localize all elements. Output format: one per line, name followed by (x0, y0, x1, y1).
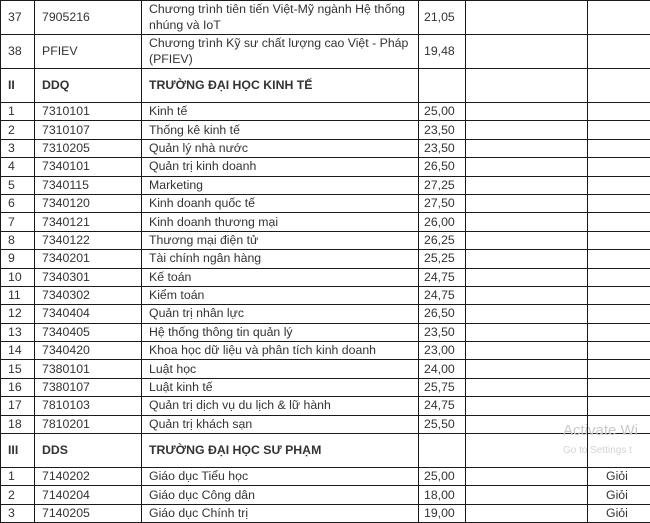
admission-score: 27,25 (419, 176, 466, 194)
row-number: 13 (1, 323, 35, 341)
empty-cell (466, 121, 588, 139)
row-number: 2 (1, 121, 35, 139)
admission-score: 25,25 (419, 250, 466, 268)
empty-cell (466, 158, 588, 176)
empty-cell (588, 69, 650, 103)
table-row (1, 468, 650, 486)
table-row (1, 342, 650, 360)
table-row (1, 139, 650, 157)
empty-cell (419, 69, 466, 103)
admission-score: 23,00 (419, 342, 466, 360)
row-number: 38 (1, 35, 35, 69)
major-name: Quản trị nhân lực (142, 305, 419, 323)
admission-score: 26,50 (419, 305, 466, 323)
academic-requirement (588, 158, 650, 176)
admission-score: 24,00 (419, 360, 466, 378)
academic-requirement (588, 35, 650, 69)
table-row (1, 268, 650, 286)
major-code: 7810103 (35, 397, 142, 415)
major-code: 7340122 (35, 231, 142, 249)
row-number: 2 (1, 486, 35, 504)
empty-cell (466, 342, 588, 360)
section-code: DDQ (35, 69, 142, 103)
empty-cell (466, 468, 588, 486)
empty-cell (466, 323, 588, 341)
major-code: 7380107 (35, 378, 142, 396)
empty-cell (466, 305, 588, 323)
academic-requirement: Giỏi (588, 486, 650, 504)
table-row (1, 250, 650, 268)
academic-requirement (588, 378, 650, 396)
major-code: 7310107 (35, 121, 142, 139)
major-code: 7310205 (35, 139, 142, 157)
empty-cell (466, 1, 588, 35)
table-body (1, 1, 650, 523)
section-number: III (1, 434, 35, 468)
major-name: Quản lý nhà nước (142, 139, 419, 157)
admission-score: 23,50 (419, 323, 466, 341)
admission-score: 25,75 (419, 378, 466, 396)
row-number: 1 (1, 103, 35, 121)
table-row (1, 176, 650, 194)
row-number: 5 (1, 176, 35, 194)
admission-score: 26,00 (419, 213, 466, 231)
major-code: 7340201 (35, 250, 142, 268)
major-code: 7340301 (35, 268, 142, 286)
major-name: Tài chính ngân hàng (142, 250, 419, 268)
major-name: Quản trị khách sạn (142, 415, 419, 433)
row-number: 3 (1, 504, 35, 522)
table-row (1, 213, 650, 231)
major-name: Hệ thống thông tin quản lý (142, 323, 419, 341)
major-name: Chương trình Kỹ sư chất lượng cao Việt - Pháp (PFIEV) (142, 35, 419, 69)
row-number: 9 (1, 250, 35, 268)
empty-cell (466, 378, 588, 396)
table-row (1, 378, 650, 396)
admission-score: 24,75 (419, 397, 466, 415)
empty-cell (466, 504, 588, 522)
row-number: 14 (1, 342, 35, 360)
major-code: 7340405 (35, 323, 142, 341)
major-code: 7810201 (35, 415, 142, 433)
major-name: Quản trị dịch vụ du lịch & lữ hành (142, 397, 419, 415)
row-number: 15 (1, 360, 35, 378)
academic-requirement (588, 176, 650, 194)
empty-cell (466, 397, 588, 415)
table-row (1, 103, 650, 121)
admission-score: 23,50 (419, 121, 466, 139)
admission-score: 19,00 (419, 504, 466, 522)
academic-requirement (588, 305, 650, 323)
academic-requirement (588, 286, 650, 304)
table-row (1, 194, 650, 212)
row-number: 18 (1, 415, 35, 433)
table-row (1, 35, 650, 69)
row-number: 12 (1, 305, 35, 323)
table-row (1, 231, 650, 249)
academic-requirement (588, 194, 650, 212)
row-number: 10 (1, 268, 35, 286)
major-code: 7340115 (35, 176, 142, 194)
major-name: Kế toán (142, 268, 419, 286)
empty-cell (466, 35, 588, 69)
row-number: 11 (1, 286, 35, 304)
major-name: Kinh tế (142, 103, 419, 121)
major-code: PFIEV (35, 35, 142, 69)
table-row (1, 1, 650, 35)
academic-requirement (588, 250, 650, 268)
admission-score: 23,50 (419, 139, 466, 157)
academic-requirement (588, 268, 650, 286)
row-number: 8 (1, 231, 35, 249)
admission-score: 26,25 (419, 231, 466, 249)
major-code: 7340121 (35, 213, 142, 231)
academic-requirement (588, 213, 650, 231)
empty-cell (466, 415, 588, 433)
table-row (1, 486, 650, 504)
major-name: Kinh doanh quốc tế (142, 194, 419, 212)
empty-cell (466, 194, 588, 212)
major-name: Chương trình tiên tiến Việt-Mỹ ngành Hệ thống nhúng và IoT (142, 1, 419, 35)
empty-cell (466, 268, 588, 286)
academic-requirement (588, 360, 650, 378)
major-name: Luật học (142, 360, 419, 378)
row-number: 17 (1, 397, 35, 415)
table-row (1, 286, 650, 304)
admission-score: 24,75 (419, 286, 466, 304)
table-row (1, 121, 650, 139)
row-number: 3 (1, 139, 35, 157)
table-row (1, 323, 650, 341)
major-code: 7340302 (35, 286, 142, 304)
row-number: 16 (1, 378, 35, 396)
major-name: Thương mại điện tử (142, 231, 419, 249)
academic-requirement (588, 231, 650, 249)
major-code: 7340404 (35, 305, 142, 323)
empty-cell (466, 286, 588, 304)
academic-requirement: Giỏi (588, 504, 650, 522)
admission-score: 18,00 (419, 486, 466, 504)
row-number: 6 (1, 194, 35, 212)
section-title: TRƯỜNG ĐẠI HỌC SƯ PHẠM (142, 434, 419, 468)
empty-cell (466, 139, 588, 157)
section-number: II (1, 69, 35, 103)
admission-score: 25,00 (419, 103, 466, 121)
admission-score: 26,50 (419, 158, 466, 176)
academic-requirement (588, 139, 650, 157)
row-number: 37 (1, 1, 35, 35)
major-name: Giáo dục Công dân (142, 486, 419, 504)
admission-score: 24,75 (419, 268, 466, 286)
row-number: 7 (1, 213, 35, 231)
major-name: Luật kinh tế (142, 378, 419, 396)
major-code: 7380101 (35, 360, 142, 378)
admission-score: 19,48 (419, 35, 466, 69)
windows-activation-hint: Go to Settings t (563, 445, 632, 456)
empty-cell (466, 486, 588, 504)
major-code: 7140205 (35, 504, 142, 522)
major-name: Giáo dục Chính trị (142, 504, 419, 522)
major-code: 7140204 (35, 486, 142, 504)
admission-score: 25,00 (419, 468, 466, 486)
empty-cell (419, 434, 466, 468)
section-title: TRƯỜNG ĐẠI HỌC KINH TẾ (142, 69, 419, 103)
row-number: 1 (1, 468, 35, 486)
admission-score: 21,05 (419, 1, 466, 35)
empty-cell (466, 360, 588, 378)
major-name: Giáo dục Tiểu học (142, 468, 419, 486)
major-code: 7340420 (35, 342, 142, 360)
table-row (1, 158, 650, 176)
empty-cell (466, 69, 588, 103)
academic-requirement (588, 103, 650, 121)
empty-cell (466, 176, 588, 194)
academic-requirement (588, 415, 650, 433)
admission-score: 27,50 (419, 194, 466, 212)
major-code: 7140202 (35, 468, 142, 486)
row-number: 4 (1, 158, 35, 176)
empty-cell (466, 103, 588, 121)
major-name: Marketing (142, 176, 419, 194)
major-code: 7340101 (35, 158, 142, 176)
major-code: 7310101 (35, 103, 142, 121)
academic-requirement (588, 397, 650, 415)
academic-requirement (588, 323, 650, 341)
major-name: Khoa học dữ liệu và phân tích kinh doanh (142, 342, 419, 360)
empty-cell (466, 250, 588, 268)
major-name: Quản trị kinh doanh (142, 158, 419, 176)
table-row (1, 415, 650, 433)
section-row (1, 69, 650, 103)
academic-requirement (588, 121, 650, 139)
admission-score: 25,50 (419, 415, 466, 433)
section-row (1, 434, 650, 468)
major-name: Kiểm toán (142, 286, 419, 304)
major-name: Thống kê kinh tế (142, 121, 419, 139)
table-row (1, 397, 650, 415)
academic-requirement (588, 1, 650, 35)
major-name: Kinh doanh thương mại (142, 213, 419, 231)
section-code: DDS (35, 434, 142, 468)
empty-cell (466, 213, 588, 231)
table-row (1, 305, 650, 323)
table-row (1, 360, 650, 378)
table-row (1, 504, 650, 522)
empty-cell (466, 231, 588, 249)
major-code: 7340120 (35, 194, 142, 212)
empty-cell (466, 434, 588, 468)
empty-cell (588, 434, 650, 468)
windows-activation-watermark: Activate Wi (563, 422, 638, 439)
major-code: 7905216 (35, 1, 142, 35)
academic-requirement: Giỏi (588, 468, 650, 486)
academic-requirement (588, 342, 650, 360)
